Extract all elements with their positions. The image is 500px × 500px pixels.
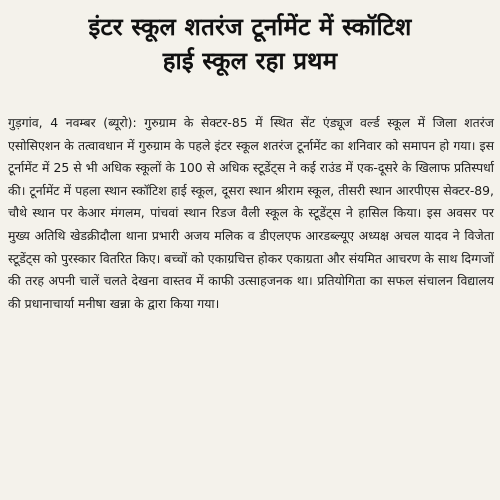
dateline: गुड़गांव, 4 नवम्बर (ब्यूरो): [8,115,137,130]
article-body-text: गुरुग्राम के सेक्टर-85 में स्थित सेंट एंड्यूज वर्ल्ड स्कूल में जिला शतरंज एसोसिएशन के तत्वावधान में गुरुग्राम के पहले इंटर स्कूल शतरंज टूर्नामेंट का शनिवार को समापन हो गया। इस टूर्नामेंट में 25 से भी अधिक स्कूलों के 100 से अधिक स्टूडेंट्स ने कई राउंड में एक-दूसरे के खिलाफ प्रतिस्पर्धा की। टूर्नामेंट में पहला स्थान स्कॉटिश हाई स्कूल, दूसरा स्थान श्रीराम स्कूल, तीसरी स्थान आरपीएस सेक्टर-89, चौथे स्थान पर केआर मंगलम, पांचवां स्थान रिडज वैली स्कूल के स्टूडेंट्स ने हासिल किया। इस अवसर पर मुख्य अतिथि खेडक्रीदौला थाना प्रभारी अजय मलिक व डीएलएफ आरडब्ल्यूए अध्यक्ष अचल यादव ने विजेता स्टूडेंट्स को पुरस्कार वितरित किए। बच्चों को एकाग्रचित्त होकर एकाग्रता और संयमित आचरण के साथ दिग्गजों की तरह अपनी चालें चलते देखना वास्तव में काफी उत्साहजनक था। प्रतियोगिता का सफल संचालन विद्यालय की प्रधानाचार्या मनीषा खन्ना के द्वारा किया गया। [8,115,494,311]
headline-line-1: इंटर स्कूल शतरंज टूर्नामेंट में स्कॉटिश [88,13,412,41]
headline [6,10,494,78]
headline-line-2: हाई स्कूल रहा प्रथम [162,47,338,75]
article-body [8,112,494,315]
